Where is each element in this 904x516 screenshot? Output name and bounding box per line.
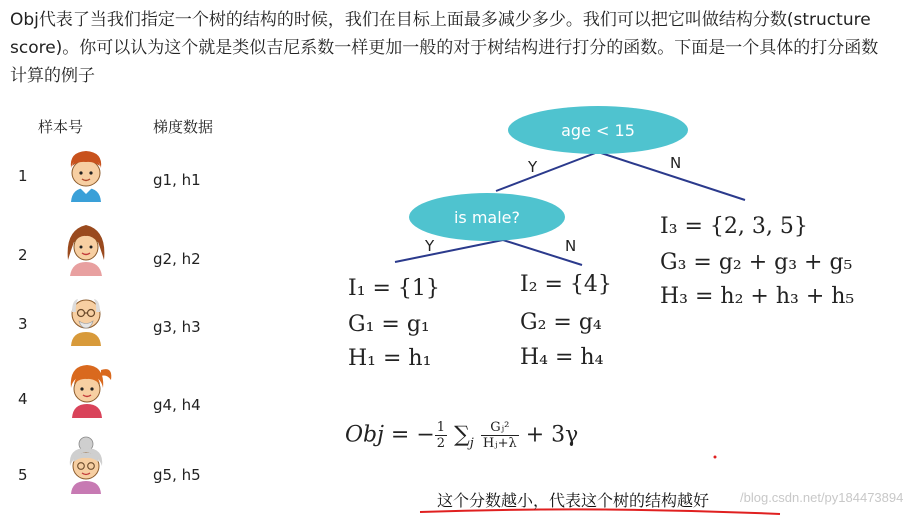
- objective-denominator: Hⱼ+λ: [482, 436, 517, 451]
- sample-number-1: 1: [18, 167, 28, 185]
- objective-sub-j: j: [469, 435, 474, 451]
- summary-text: 这个分数越小，代表这个树的结构越好: [437, 491, 710, 510]
- leaf2-gradient-sum: G₂ = g₄: [520, 310, 602, 335]
- gradient-1: g1, h1: [153, 171, 201, 189]
- gradient-5: g5, h5: [153, 466, 201, 484]
- leaf2-instance-set: I₂ = {4}: [520, 272, 612, 297]
- sample-number-3: 3: [18, 315, 28, 333]
- root-node-label: age < 15: [561, 121, 635, 140]
- child-node-label: is male?: [453, 208, 521, 227]
- objective-numerator: Gⱼ²: [481, 420, 519, 436]
- objective-fraction: [481, 420, 519, 451]
- red-dot: [714, 456, 717, 459]
- child-yes-label: Y: [425, 237, 435, 255]
- leaf1-gradient-sum: G₁ = g₁: [348, 312, 430, 337]
- objective-half: $\frac{1}{2}$: [436, 420, 446, 451]
- edge-child-yes: [395, 240, 503, 262]
- root-no-label: N: [670, 154, 682, 172]
- header-gradient-data: 梯度数据: [153, 118, 214, 136]
- sample-number-2: 2: [18, 246, 28, 264]
- objective-tail: + 3γ: [525, 422, 579, 448]
- leaf2-hessian-sum: H₄ = h₄: [520, 345, 604, 370]
- leaf1-instance-set: I₁ = {1}: [348, 276, 440, 301]
- objective-formula: [345, 420, 578, 451]
- leaf3-gradient-sum: G₃ = g₂ + g₃ + g₅: [660, 250, 853, 275]
- sample-number-4: 4: [18, 390, 28, 408]
- root-yes-label: Y: [528, 158, 538, 176]
- leaf1-hessian-sum: H₁ = h₁: [348, 346, 432, 371]
- watermark: /blog.csdn.net/py184473894: [740, 490, 904, 505]
- leaf3-hessian-sum: H₃ = h₂ + h₃ + h₅: [660, 284, 855, 309]
- gradient-4: g4, h4: [153, 396, 201, 414]
- gradient-2: g2, h2: [153, 250, 201, 268]
- objective-lhs: Obj = −: [345, 422, 435, 448]
- child-no-label: N: [565, 237, 577, 255]
- edge-root-yes: [496, 152, 598, 191]
- sample-number-5: 5: [18, 466, 28, 484]
- gradient-3: g3, h3: [153, 318, 201, 336]
- objective-sum: ∑: [454, 422, 470, 448]
- header-sample-number: 样本号: [38, 118, 84, 136]
- intro-paragraph: Obj代表了当我们指定一个树的结构的时候，我们在目标上面最多减少多少。我们可以把它叫做结构分数(structure score)。你可以认为这个就是类似吉尼系数一样更加一般的对于树结构进行打分的函数。下面是一个具体的打分函数计算的例子: [10, 10, 879, 86]
- leaf3-instance-set: I₃ = {2, 3, 5}: [660, 214, 808, 239]
